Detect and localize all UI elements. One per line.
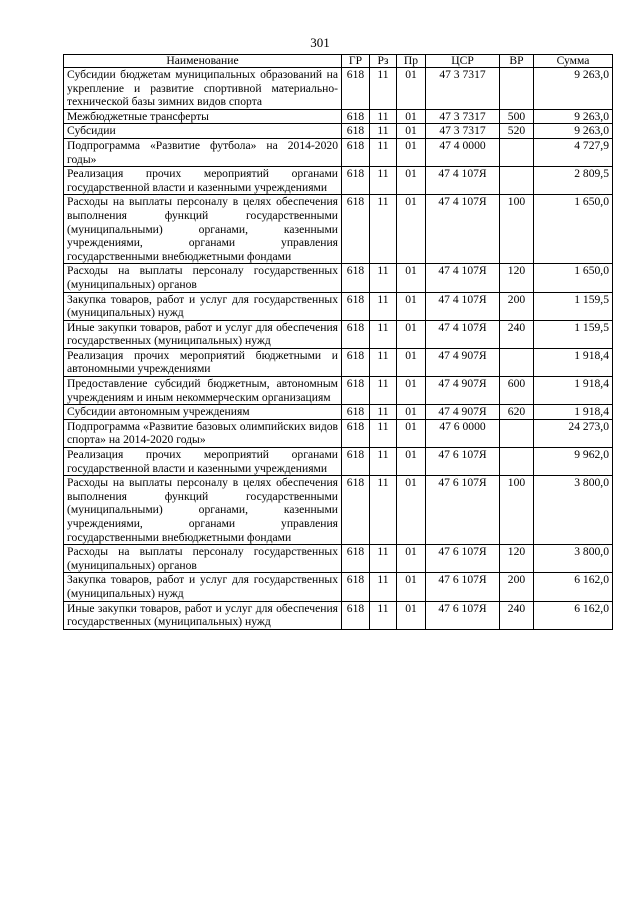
cell-csr: 47 6 107Я (426, 545, 500, 573)
cell-rz: 11 (370, 348, 397, 376)
cell-vr (500, 138, 534, 166)
cell-gr: 618 (342, 264, 370, 292)
cell-sum: 1 650,0 (534, 264, 613, 292)
table-row (64, 320, 613, 348)
cell-csr: 47 6 107Я (426, 448, 500, 476)
cell-sum: 1 159,5 (534, 320, 613, 348)
cell-csr: 47 4 907Я (426, 405, 500, 420)
cell-name: Закупка товаров, работ и услуг для государственных (муниципальных) нужд (64, 573, 342, 601)
cell-csr: 47 3 7317 (426, 109, 500, 124)
cell-pr: 01 (397, 476, 426, 545)
cell-sum: 3 800,0 (534, 545, 613, 573)
cell-rz: 11 (370, 138, 397, 166)
cell-rz: 11 (370, 68, 397, 110)
cell-sum: 24 273,0 (534, 419, 613, 447)
cell-vr (500, 348, 534, 376)
cell-vr (500, 167, 534, 195)
cell-vr: 120 (500, 545, 534, 573)
cell-name: Субсидии (64, 124, 342, 139)
table-row (64, 545, 613, 573)
cell-pr: 01 (397, 545, 426, 573)
cell-vr: 200 (500, 292, 534, 320)
table-row (64, 601, 613, 629)
cell-pr: 01 (397, 124, 426, 139)
cell-csr: 47 4 107Я (426, 195, 500, 264)
cell-rz: 11 (370, 419, 397, 447)
cell-pr: 01 (397, 264, 426, 292)
cell-csr: 47 6 107Я (426, 601, 500, 629)
cell-csr: 47 3 7317 (426, 124, 500, 139)
table-header-row (64, 55, 613, 68)
cell-csr: 47 4 107Я (426, 292, 500, 320)
table-row (64, 292, 613, 320)
cell-pr: 01 (397, 601, 426, 629)
cell-name: Закупка товаров, работ и услуг для государственных (муниципальных) нужд (64, 292, 342, 320)
table-row (64, 448, 613, 476)
cell-csr: 47 4 107Я (426, 320, 500, 348)
table-row (64, 167, 613, 195)
cell-csr: 47 4 0000 (426, 138, 500, 166)
table-row (64, 419, 613, 447)
cell-name: Предоставление субсидий бюджетным, автономным учреждениям и иным некоммерческим организациям (64, 377, 342, 405)
cell-pr: 01 (397, 419, 426, 447)
cell-gr: 618 (342, 109, 370, 124)
cell-sum: 6 162,0 (534, 573, 613, 601)
cell-csr: 47 4 907Я (426, 348, 500, 376)
column-header-vr: ВР (500, 55, 534, 68)
cell-vr: 200 (500, 573, 534, 601)
cell-gr: 618 (342, 573, 370, 601)
table-row (64, 264, 613, 292)
cell-rz: 11 (370, 195, 397, 264)
column-header-name: Наименование (64, 55, 342, 68)
cell-pr: 01 (397, 195, 426, 264)
cell-csr: 47 6 107Я (426, 476, 500, 545)
cell-vr: 620 (500, 405, 534, 420)
cell-name: Межбюджетные трансферты (64, 109, 342, 124)
cell-rz: 11 (370, 167, 397, 195)
cell-rz: 11 (370, 264, 397, 292)
cell-vr (500, 448, 534, 476)
cell-vr: 120 (500, 264, 534, 292)
cell-name: Реализация прочих мероприятий органами государственной власти и казенными учреждениями (64, 448, 342, 476)
table-row (64, 138, 613, 166)
cell-sum: 4 727,9 (534, 138, 613, 166)
cell-vr: 100 (500, 195, 534, 264)
cell-sum: 3 800,0 (534, 476, 613, 545)
table-row (64, 68, 613, 110)
cell-csr: 47 4 107Я (426, 167, 500, 195)
cell-vr (500, 68, 534, 110)
cell-pr: 01 (397, 167, 426, 195)
cell-name: Расходы на выплаты персоналу в целях обеспечения выполнения функций государственными (муниципальными) органами, казенными учреждениями, органами управления государственными внебюджетными фондами (64, 195, 342, 264)
cell-pr: 01 (397, 573, 426, 601)
cell-pr: 01 (397, 320, 426, 348)
cell-vr: 240 (500, 320, 534, 348)
table-row (64, 109, 613, 124)
cell-gr: 618 (342, 377, 370, 405)
cell-gr: 618 (342, 348, 370, 376)
column-header-sum: Сумма (534, 55, 613, 68)
table-body (64, 68, 613, 630)
cell-vr: 500 (500, 109, 534, 124)
cell-sum: 2 809,5 (534, 167, 613, 195)
cell-sum: 1 918,4 (534, 405, 613, 420)
cell-gr: 618 (342, 405, 370, 420)
cell-rz: 11 (370, 320, 397, 348)
cell-rz: 11 (370, 601, 397, 629)
table-row (64, 348, 613, 376)
cell-pr: 01 (397, 109, 426, 124)
cell-sum: 9 263,0 (534, 68, 613, 110)
cell-sum: 9 263,0 (534, 109, 613, 124)
cell-name: Подпрограмма «Развитие футбола» на 2014-2020 годы» (64, 138, 342, 166)
table-row (64, 405, 613, 420)
cell-pr: 01 (397, 448, 426, 476)
cell-pr: 01 (397, 138, 426, 166)
cell-pr: 01 (397, 68, 426, 110)
table-row (64, 377, 613, 405)
cell-gr: 618 (342, 292, 370, 320)
cell-name: Расходы на выплаты персоналу государственных (муниципальных) органов (64, 264, 342, 292)
cell-gr: 618 (342, 195, 370, 264)
cell-rz: 11 (370, 545, 397, 573)
cell-vr: 600 (500, 377, 534, 405)
cell-gr: 618 (342, 419, 370, 447)
column-header-gr: ГР (342, 55, 370, 68)
page-number: 301 (310, 35, 330, 50)
cell-csr: 47 6 0000 (426, 419, 500, 447)
cell-vr: 100 (500, 476, 534, 545)
cell-gr: 618 (342, 545, 370, 573)
cell-rz: 11 (370, 405, 397, 420)
cell-name: Реализация прочих мероприятий органами государственной власти и казенными учреждениями (64, 167, 342, 195)
cell-gr: 618 (342, 124, 370, 139)
cell-rz: 11 (370, 573, 397, 601)
cell-pr: 01 (397, 405, 426, 420)
cell-gr: 618 (342, 476, 370, 545)
cell-csr: 47 6 107Я (426, 573, 500, 601)
table-row (64, 124, 613, 139)
cell-name: Расходы на выплаты персоналу государственных (муниципальных) органов (64, 545, 342, 573)
cell-sum: 9 263,0 (534, 124, 613, 139)
cell-rz: 11 (370, 448, 397, 476)
cell-name: Субсидии автономным учреждениям (64, 405, 342, 420)
cell-gr: 618 (342, 320, 370, 348)
cell-gr: 618 (342, 138, 370, 166)
cell-vr (500, 419, 534, 447)
cell-name: Иные закупки товаров, работ и услуг для обеспечения государственных (муниципальных) нужд (64, 320, 342, 348)
table-row (64, 573, 613, 601)
cell-csr: 47 4 107Я (426, 264, 500, 292)
cell-name: Субсидии бюджетам муниципальных образований на укрепление и развитие спортивной материально-технической базы зимних видов спорта (64, 68, 342, 110)
cell-sum: 9 962,0 (534, 448, 613, 476)
cell-csr: 47 4 907Я (426, 377, 500, 405)
cell-sum: 1 159,5 (534, 292, 613, 320)
table-row (64, 476, 613, 545)
cell-gr: 618 (342, 167, 370, 195)
column-header-csr: ЦСР (426, 55, 500, 68)
cell-name: Расходы на выплаты персоналу в целях обеспечения выполнения функций государственными (муниципальными) органами, казенными учреждениями, органами управления государственными внебюджетными фондами (64, 476, 342, 545)
cell-gr: 618 (342, 68, 370, 110)
cell-vr: 240 (500, 601, 534, 629)
cell-gr: 618 (342, 448, 370, 476)
cell-rz: 11 (370, 124, 397, 139)
cell-csr: 47 3 7317 (426, 68, 500, 110)
cell-rz: 11 (370, 109, 397, 124)
cell-vr: 520 (500, 124, 534, 139)
cell-pr: 01 (397, 292, 426, 320)
budget-table (63, 54, 613, 630)
cell-name: Реализация прочих мероприятий бюджетными и автономными учреждениями (64, 348, 342, 376)
cell-rz: 11 (370, 292, 397, 320)
table-row (64, 195, 613, 264)
column-header-pr: Пр (397, 55, 426, 68)
cell-sum: 6 162,0 (534, 601, 613, 629)
cell-sum: 1 650,0 (534, 195, 613, 264)
cell-name: Иные закупки товаров, работ и услуг для обеспечения государственных (муниципальных) нужд (64, 601, 342, 629)
cell-pr: 01 (397, 377, 426, 405)
cell-sum: 1 918,4 (534, 377, 613, 405)
cell-pr: 01 (397, 348, 426, 376)
cell-gr: 618 (342, 601, 370, 629)
cell-rz: 11 (370, 476, 397, 545)
cell-sum: 1 918,4 (534, 348, 613, 376)
cell-rz: 11 (370, 377, 397, 405)
column-header-rz: Рз (370, 55, 397, 68)
cell-name: Подпрограмма «Развитие базовых олимпийских видов спорта» на 2014-2020 годы» (64, 419, 342, 447)
